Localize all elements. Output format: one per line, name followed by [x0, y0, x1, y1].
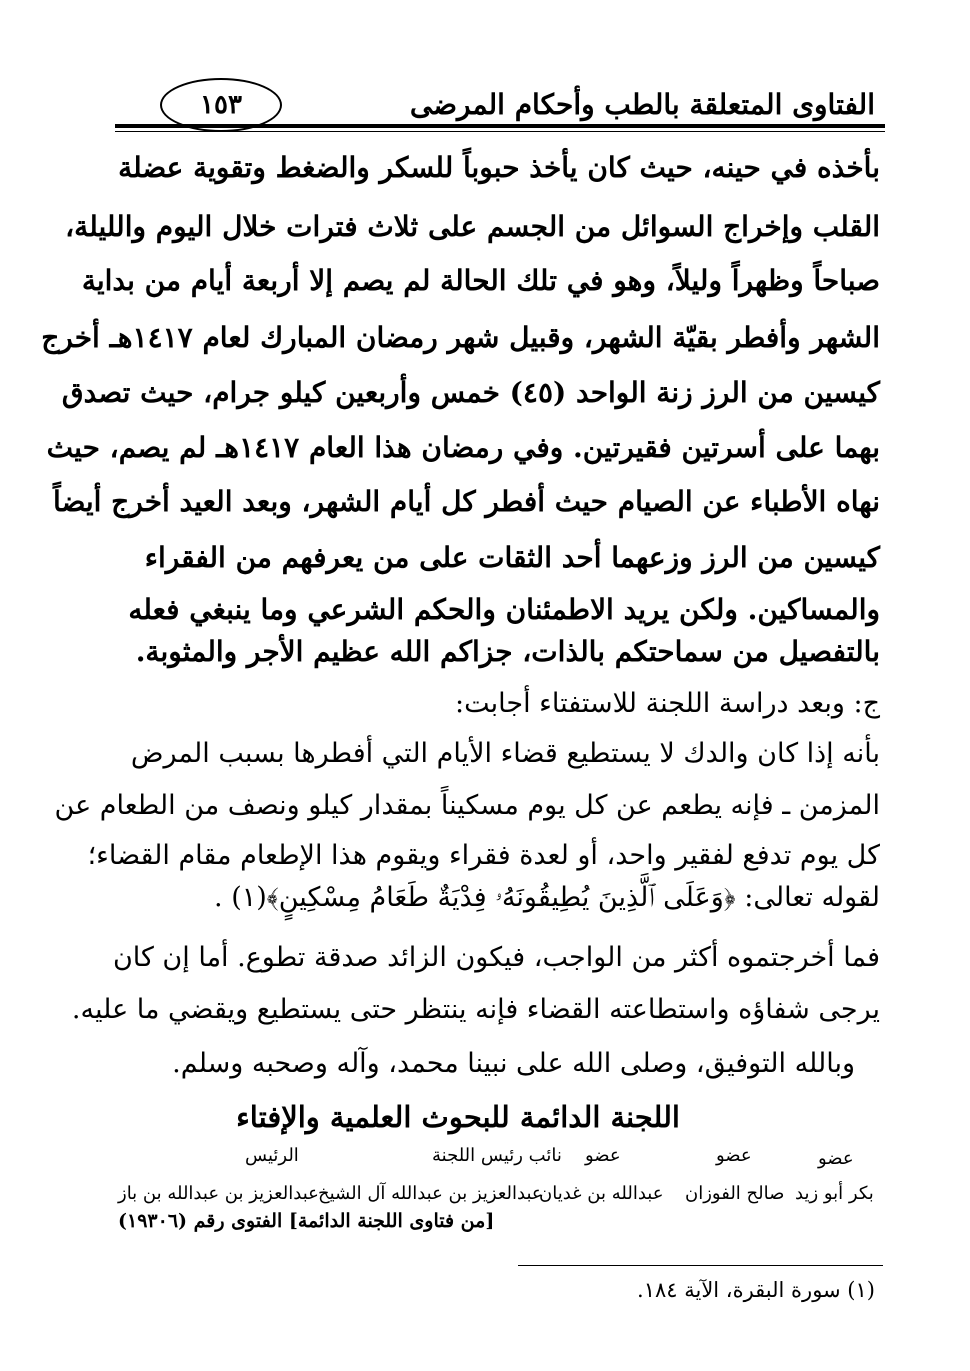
- answer-intro: ج: وبعد دراسة اللجنة للاستفتاء أجابت:: [455, 688, 880, 719]
- name-vice-chairman: عبدالعزيز بن عبدالله آل الشيخ: [318, 1183, 543, 1204]
- name-member: عبدالله بن غديان: [539, 1183, 664, 1204]
- question-line: القلب وإخراج السوائل من الجسم على ثلاث فترات خلال اليوم والليلة،: [65, 210, 880, 243]
- question-line: نهاه الأطباء عن الصيام حيث أفطر كل أيام الشهر، وبعد العيد أخرج أيضاً: [53, 485, 880, 518]
- role-member: عضو: [585, 1145, 621, 1166]
- name-member: بكر أبو زيد: [795, 1183, 874, 1204]
- closing-line: وبالله التوفيق، وصلى الله على نبينا محمد، وآله وصحبه وسلم.: [172, 1048, 855, 1079]
- role-member: عضو: [818, 1148, 854, 1169]
- question-line: والمساكين. ولكن يريد الاطمئنان والحكم الشرعي وما ينبغي فعله: [128, 593, 880, 626]
- header-rule-thick: [115, 124, 885, 128]
- role-member: عضو: [716, 1145, 752, 1166]
- answer-line: المزمن ـ فإنه يطعم عن كل يوم مسكيناً بمقدار كيلو ونصف من الطعام عن: [54, 790, 880, 821]
- quran-verse-line: لقوله تعالى: ﴿وَعَلَى ٱلَّذِينَ يُطِيقُونَهُۥ فِدْيَةٌ طَعَامُ مِسْكِينٍ﴾(١) .: [214, 882, 880, 913]
- question-line: بأخذه في حينه، حيث كان يأخذ حبوباً للسكر والضغط وتقوية عضلة: [118, 151, 880, 184]
- question-line: كيسين من الرز وزعهما أحد الثقات على من يعرفهم من الفقراء: [144, 541, 880, 574]
- footnote-rule: [518, 1265, 883, 1266]
- fatwa-source: [من فتاوى اللجنة الدائمة] الفتوى رقم (١٩٣٠٦): [118, 1210, 495, 1232]
- name-chairman: عبدالعزيز بن عبدالله بن باز: [118, 1183, 319, 1204]
- header-rule-thin: [115, 131, 885, 132]
- role-chairman: الرئيس: [245, 1145, 299, 1166]
- footnote: (١) سورة البقرة، الآية ١٨٤.: [637, 1278, 875, 1302]
- answer-line: كل يوم تدفع لفقير واحد، أو لعدة فقراء ويقوم هذا الإطعام مقام القضاء؛: [87, 840, 880, 871]
- question-line: كيسين من الرز زنة الواحد (٤٥) خمس وأربعين كيلو جرام، حيث تصدق: [61, 376, 880, 409]
- running-header-title: الفتاوى المتعلقة بالطب وأحكام المرضى: [409, 88, 875, 121]
- answer-line: فما أخرجتموه أكثر من الواجب، فيكون الزائد صدقة تطوع. أما إن كان: [112, 942, 880, 973]
- answer-line: يرجى شفاؤه واستطاعته القضاء فإنه ينتظر حتى يستطيع ويقضي ما عليه.: [71, 994, 880, 1025]
- page-number: ١٥٣: [200, 90, 242, 120]
- answer-line: بأنه إذا كان والدك لا يستطيع قضاء الأيام التي أفطرها بسبب المرض: [130, 738, 880, 769]
- question-line: صباحاً وظهراً وليلاً، وهو في تلك الحالة لم يصم إلا أربعة أيام من بداية: [81, 264, 880, 297]
- role-vice-chairman: نائب رئيس اللجنة: [432, 1145, 562, 1166]
- committee-title: اللجنة الدائمة للبحوث العلمية والإفتاء: [236, 1100, 680, 1134]
- question-line: بهما على أسرتين فقيرتين. وفي رمضان هذا العام ١٤١٧هـ لم يصم، حيث: [46, 431, 880, 464]
- name-member: صالح الفوزان: [685, 1183, 785, 1204]
- question-line: الشهر وأفطر بقيّة الشهر، وقبيل شهر رمضان المبارك لعام ١٤١٧هـ أخرج: [41, 321, 880, 354]
- question-line: بالتفصيل من سماحتكم بالذات، جزاكم الله عظيم الأجر والمثوبة.: [135, 635, 880, 668]
